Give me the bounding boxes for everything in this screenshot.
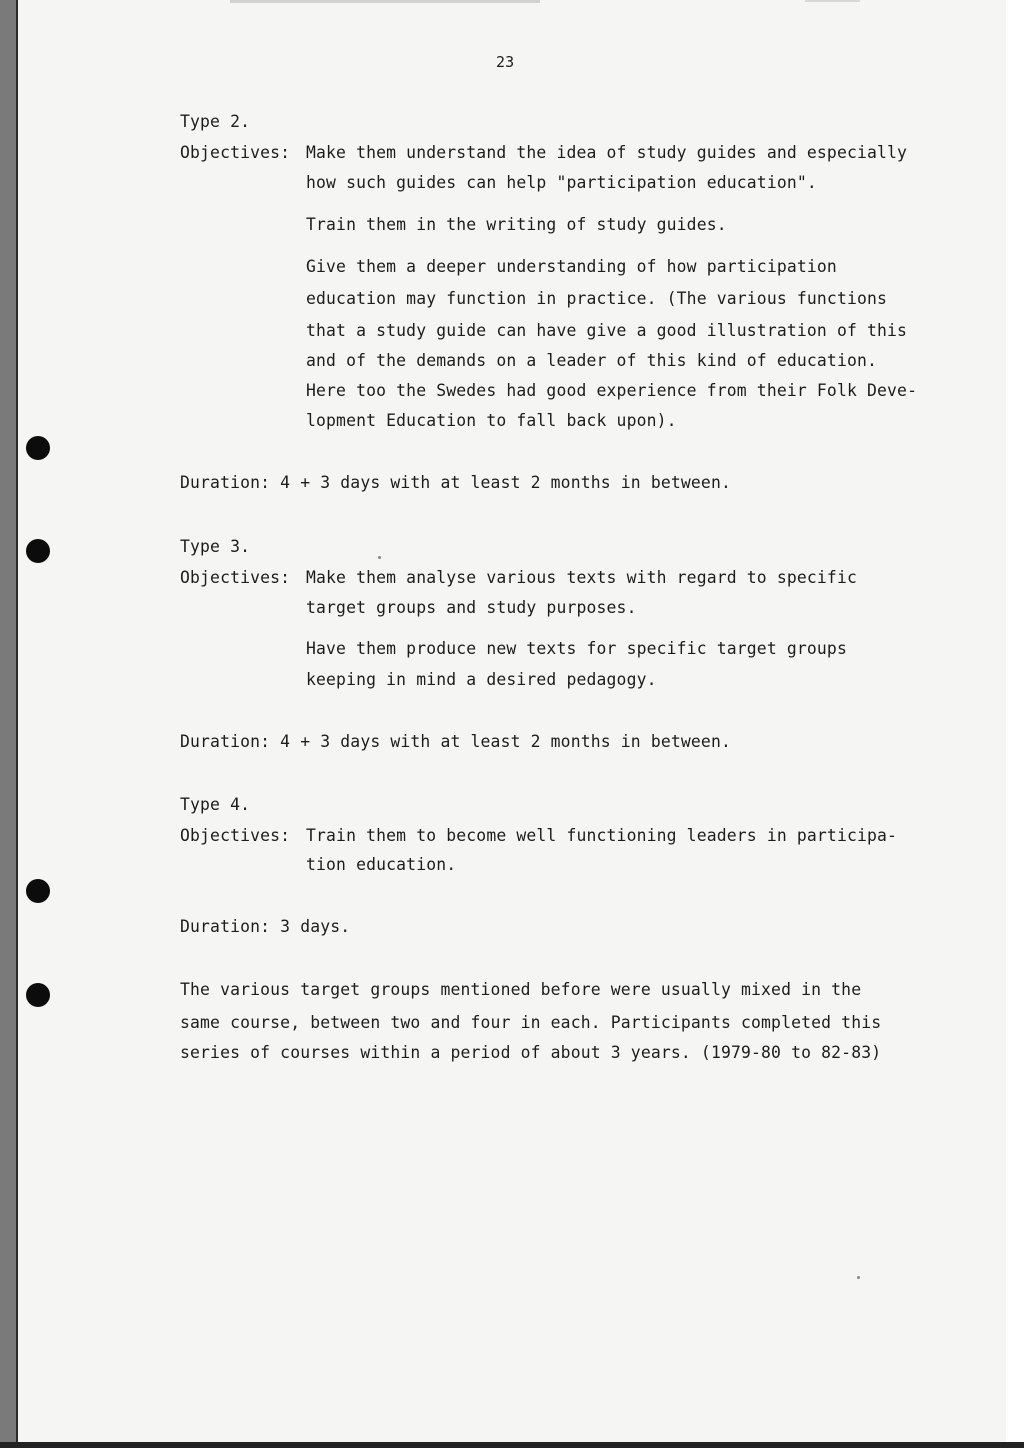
type4-duration: Duration: 3 days. — [180, 917, 351, 936]
type3-heading: Type 3. — [180, 537, 251, 556]
closing-paragraph-line: series of courses within a period of about 3 years. (1979-80 to 82-83) — [180, 1043, 882, 1062]
page-number: 23 — [496, 53, 515, 71]
scan-margin-bottom — [0, 1442, 1024, 1448]
type2-objective-line: Make them understand the idea of study guides and especially — [306, 143, 908, 162]
type2-objective-line: Here too the Swedes had good experience from their Folk Deve- — [306, 381, 918, 400]
closing-paragraph-line: The various target groups mentioned before were usually mixed in the — [180, 980, 862, 999]
type3-objective-line: Have them produce new texts for specific target groups — [306, 639, 847, 658]
scan-artifact-top-right — [805, 0, 860, 2]
scan-speck — [857, 1276, 860, 1279]
type2-objective-line: education may function in practice. (The various functions — [306, 289, 888, 308]
type3-objective-line: Make them analyse various texts with regard to specific — [306, 568, 857, 587]
punch-hole — [26, 983, 50, 1007]
scan-margin-right — [1006, 0, 1024, 1448]
type2-objective-line: and of the demands on a leader of this kind of education. — [306, 351, 878, 370]
type2-objective-line: Give them a deeper understanding of how participation — [306, 257, 837, 276]
type3-objectives-label: Objectives: — [180, 568, 291, 587]
closing-paragraph-line: same course, between two and four in each. Participants completed this — [180, 1013, 882, 1032]
type4-heading: Type 4. — [180, 795, 251, 814]
type4-objectives-label: Objectives: — [180, 826, 291, 845]
scan-artifact-top — [230, 0, 540, 3]
punch-hole — [26, 539, 50, 563]
type2-heading: Type 2. — [180, 112, 251, 131]
type3-objective-line: keeping in mind a desired pedagogy. — [306, 670, 657, 689]
type2-duration: Duration: 4 + 3 days with at least 2 months in between. — [180, 473, 731, 492]
type2-objectives-label: Objectives: — [180, 143, 291, 162]
type4-objective-line: Train them to become well functioning leaders in participa- — [306, 826, 898, 845]
type2-objective-line: how such guides can help "participation education". — [306, 173, 817, 192]
type2-objective-line: that a study guide can have give a good illustration of this — [306, 321, 908, 340]
punch-hole — [26, 879, 50, 903]
type3-duration: Duration: 4 + 3 days with at least 2 months in between. — [180, 732, 731, 751]
punch-hole — [26, 436, 50, 460]
scan-speck — [378, 556, 381, 559]
type2-objective-line: Train them in the writing of study guides. — [306, 215, 727, 234]
type3-objective-line: target groups and study purposes. — [306, 598, 637, 617]
type4-objective-line: tion education. — [306, 855, 457, 874]
type2-objective-line: lopment Education to fall back upon). — [306, 411, 677, 430]
